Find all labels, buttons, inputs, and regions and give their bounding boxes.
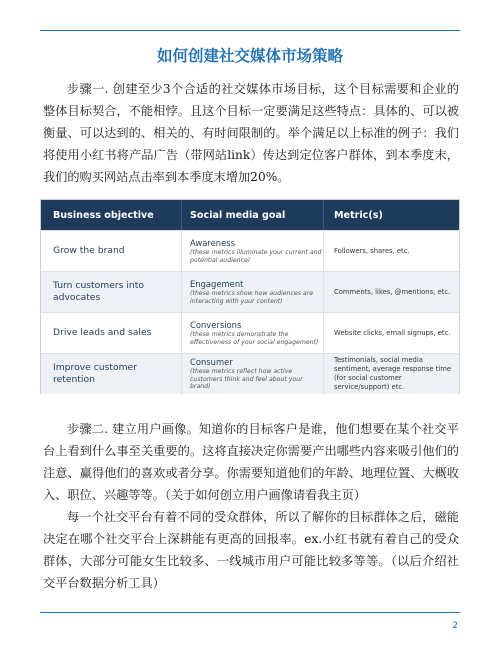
row-metrics: Comments, likes, @mentions, etc. — [323, 272, 459, 313]
table-row — [41, 271, 459, 312]
table-row — [41, 353, 459, 394]
row-objective: Drive leads and sales — [53, 327, 152, 338]
objectives-table — [40, 199, 460, 394]
page-title: 如何创建社交媒体市场策略 — [156, 47, 343, 65]
top-divider — [40, 30, 460, 31]
row-goal-description: (these metrics demonstrate the effectiveness of your social engagement) — [190, 331, 319, 346]
row-metrics: Testimonials, social media sentiment, average response time (for social customer service/support) etc. — [323, 354, 459, 395]
row-goal-cell — [181, 354, 323, 395]
table-header-row — [41, 200, 459, 230]
table-row — [41, 230, 459, 271]
row-metrics: Followers, shares, etc. — [323, 231, 459, 272]
row-goal-cell — [181, 313, 323, 354]
row-objective: Grow the brand — [53, 245, 125, 256]
page-number: 2 — [452, 621, 458, 631]
row-objective: Turn customers into advocates — [53, 280, 144, 303]
row-goal-description: (these metrics illuminate your current and potential audience) — [190, 249, 322, 264]
header-metrics: Metric(s) — [323, 200, 459, 230]
row-goal-cell — [181, 272, 323, 313]
row-goal: Awareness — [190, 238, 235, 248]
table-row — [41, 312, 459, 353]
row-goal-cell — [181, 231, 323, 272]
header-social-media-goal: Social media goal — [181, 200, 323, 230]
paragraph-step-2: 步骤二. 建立用户画像。知道你的目标客户是谁，他们想要在某个社交平台上看到什么事至关重要的。这将直接决定你需要产出哪些内容来吸引他们的注意、赢得他们的喜欢或者分享。你需要知道他们的年龄、地理位置、大概收入、职位、兴趣等等。（关于如何创立用户画像请看我主页） — [43, 422, 459, 502]
row-goal: Engagement — [190, 279, 244, 289]
header-business-objective: Business objective — [53, 209, 154, 221]
bottom-divider — [40, 612, 460, 613]
row-goal: Conversions — [190, 320, 242, 330]
row-metrics: Website clicks, email signups, etc. — [323, 313, 459, 354]
row-objective: Improve customer retention — [53, 362, 137, 385]
row-goal: Consumer — [190, 357, 233, 368]
paragraph-step-2-continued: 每一个社交平台有着不同的受众群体，所以了解你的目标群体之后，磁能决定在哪个社交平台上深耕能有更高的回报率。ex.小红书就有着自己的受众群体，大部分可能女生比较多、一线城市用户可能比较多等等。（以后介绍社交平台数据分析工具） — [43, 510, 459, 590]
paragraph-step-1: 步骤一. 创建至少3个合适的社交媒体市场目标，这个目标需要和企业的整体目标契合，不能相悖。且这个目标一定要满足这些特点：具体的、可以被衡量、可以达到的、相关的、有时间限制的。举个满足以上标准的例子：我们将使用小红书将产品广告（带网站link）传达到定位客户群体，到本季度末，我们的购买网站点击率到本季度末增加20%。 — [43, 82, 459, 184]
row-goal-description: (these metrics reflect how active customers think and feel about your brand) — [190, 368, 303, 391]
row-goal-description: (these metrics show how audiences are interacting with your content) — [190, 290, 314, 305]
